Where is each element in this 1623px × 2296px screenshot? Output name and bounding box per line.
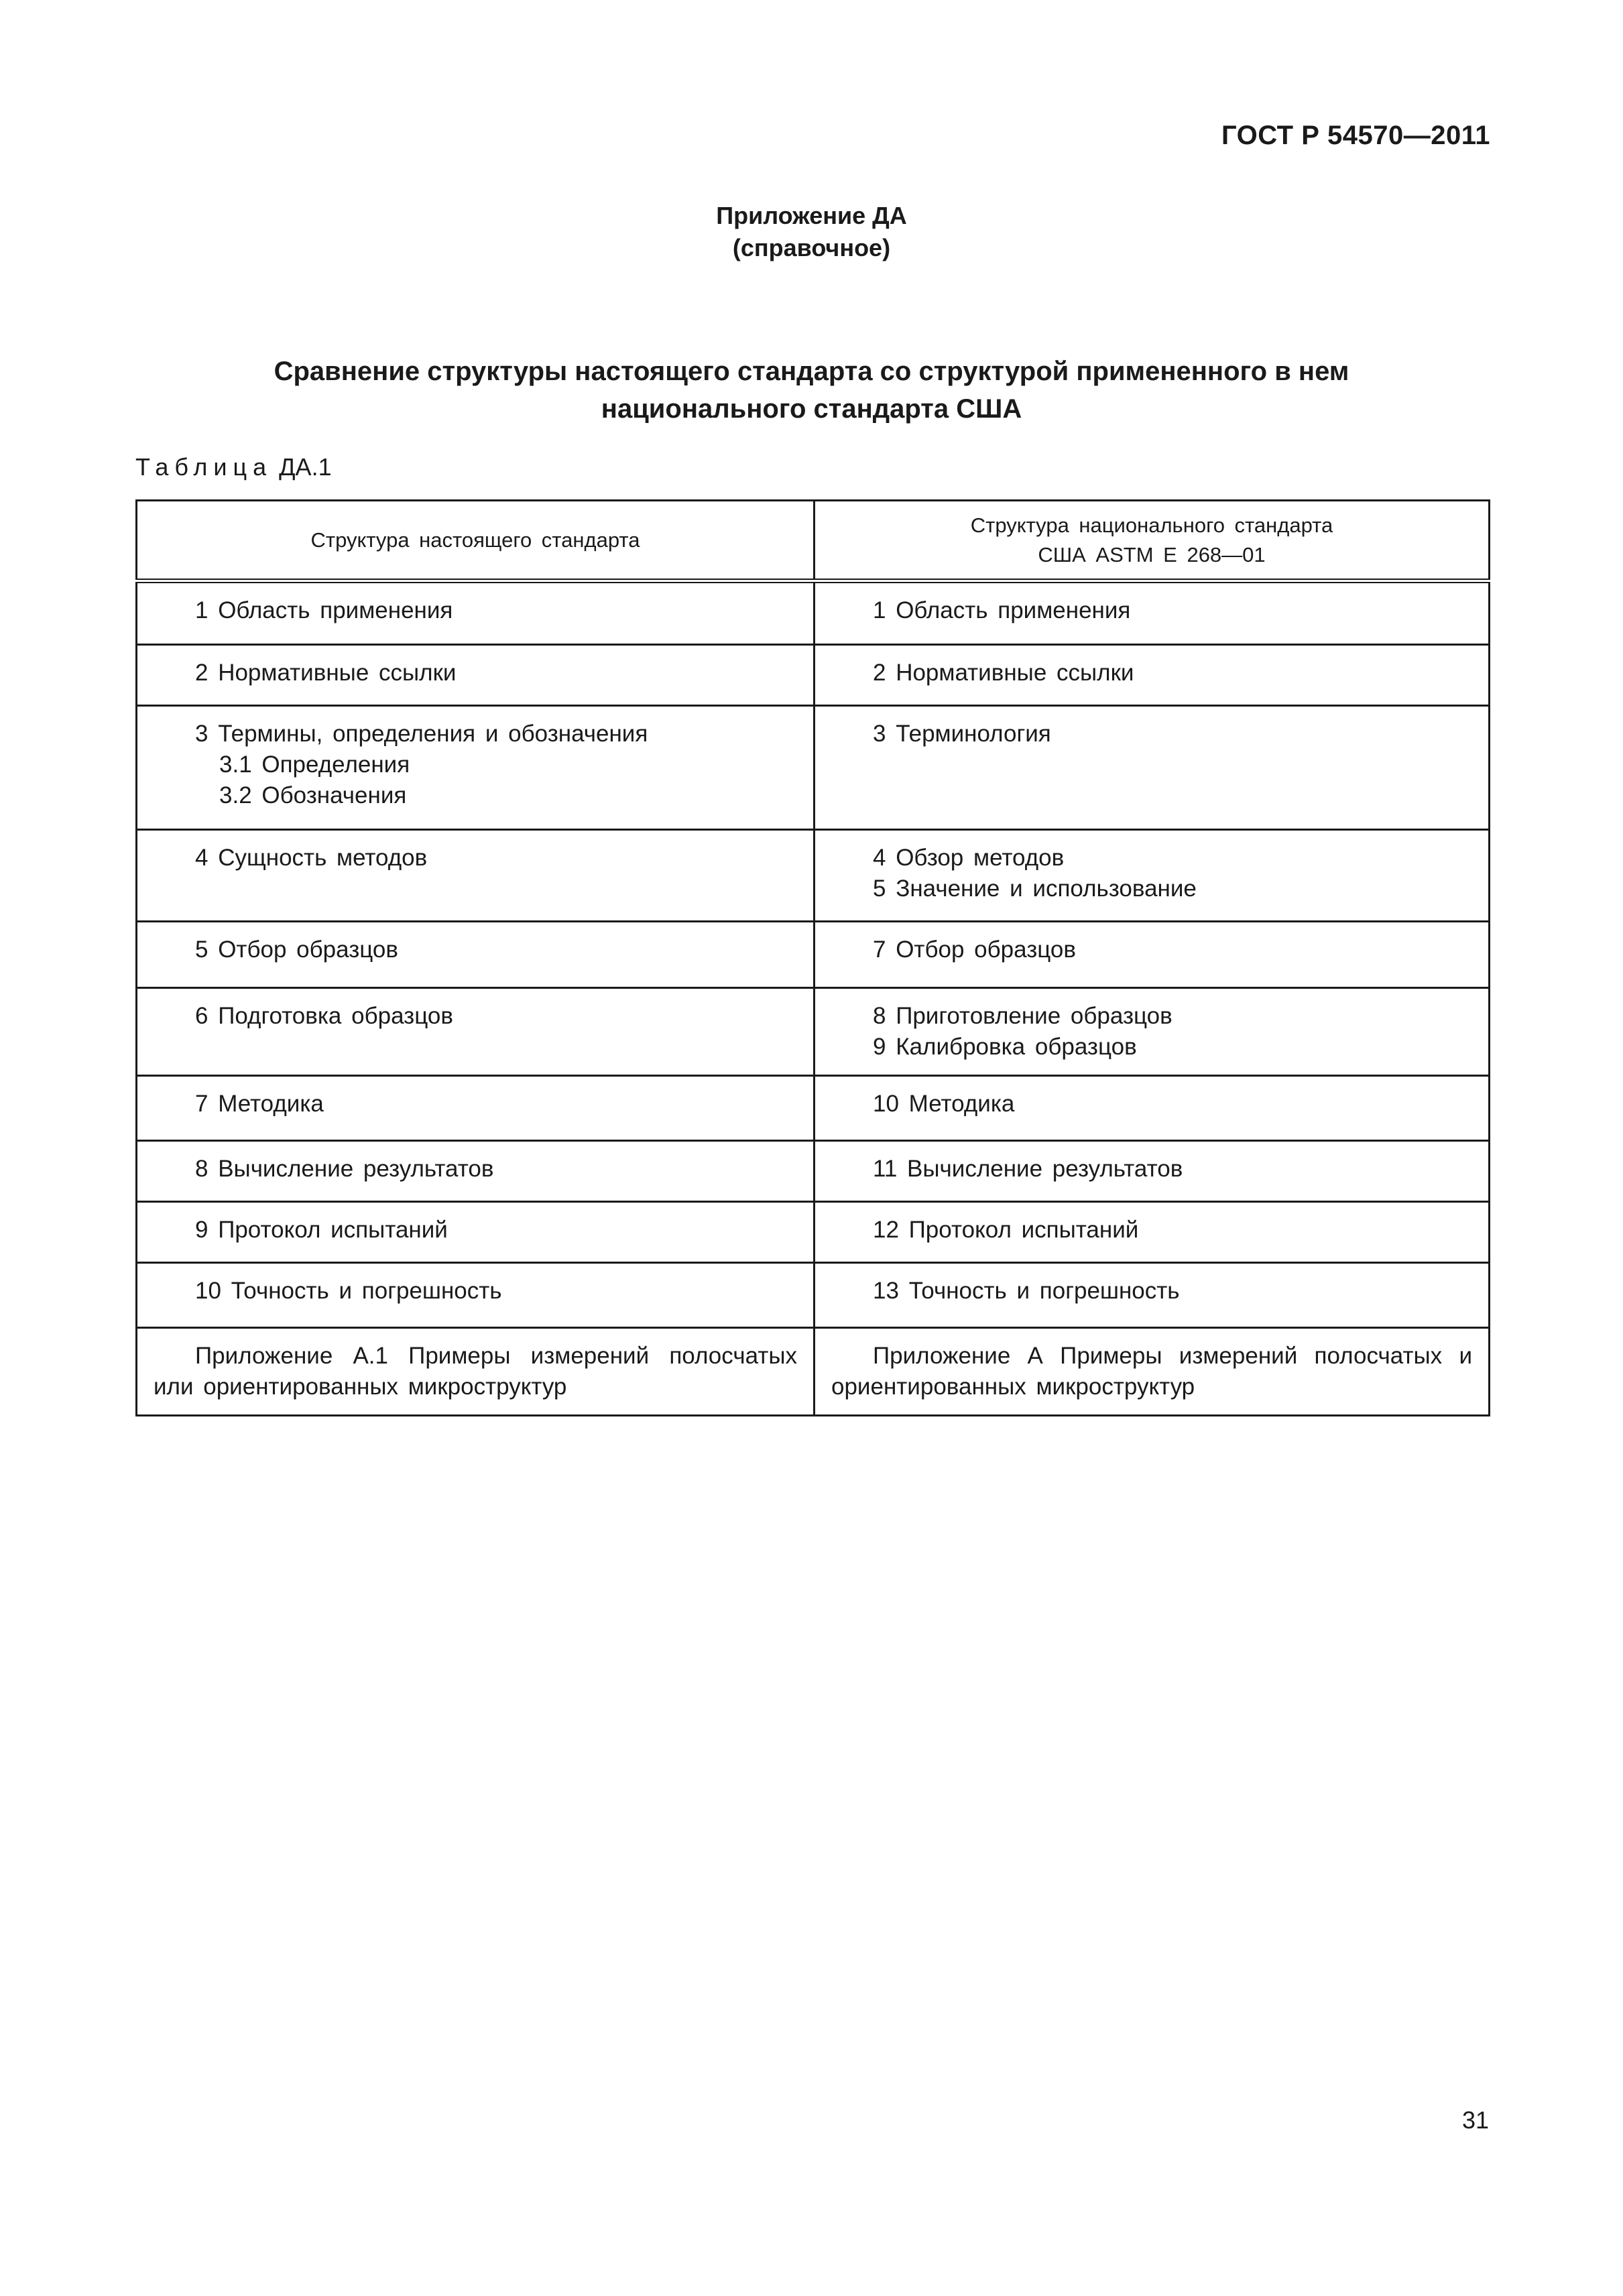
cell-line: 4 Обзор методов <box>873 845 1065 871</box>
column-header-right-line-2: США ASTM E 268—01 <box>1038 542 1266 566</box>
table-cell-left <box>137 706 815 830</box>
table-row <box>137 706 1490 830</box>
table-row <box>137 1202 1490 1263</box>
cell-line: 6 Подготовка образцов <box>195 1003 453 1029</box>
table-header-row <box>137 501 1490 581</box>
document-code: ГОСТ Р 54570—2011 <box>1221 121 1490 150</box>
cell-line: 7 Отбор образцов <box>873 936 1076 963</box>
cell-line: 7 Методика <box>195 1091 324 1117</box>
cell-paragraph: Приложение А.1 Примеры измерений полосчатых или ориентированных микроструктур <box>154 1343 797 1400</box>
page-number: 31 <box>1461 2106 1489 2134</box>
table-cell-left <box>137 830 815 922</box>
cell-line: 5 Отбор образцов <box>195 936 398 963</box>
table-cell-right <box>815 645 1490 706</box>
column-header-current-standard <box>137 501 815 581</box>
table-cell-right <box>815 830 1490 922</box>
table-caption-prefix: Таблица <box>135 453 273 481</box>
table-row <box>137 1263 1490 1328</box>
table-cell-left <box>137 1202 815 1263</box>
cell-line: 1 Область применения <box>873 597 1131 623</box>
section-title-line-2: национального стандарта США <box>601 394 1022 424</box>
table-cell-left <box>137 922 815 988</box>
cell-line: 3 Термины, определения и обозначения <box>195 721 648 747</box>
cell-line: 3 Терминология <box>873 721 1051 747</box>
table-row <box>137 988 1490 1076</box>
table-cell-right <box>815 1202 1490 1263</box>
table-cell-right <box>815 581 1490 645</box>
cell-line: 13 Точность и погрешность <box>873 1278 1180 1304</box>
table-cell-left <box>137 581 815 645</box>
cell-subline: 3.1 Определения <box>219 751 410 778</box>
table-caption <box>135 453 332 481</box>
cell-line: 1 Область применения <box>195 597 453 623</box>
table-cell-right <box>815 706 1490 830</box>
cell-line: 10 Методика <box>873 1091 1015 1117</box>
comparison-table <box>135 499 1490 1416</box>
cell-line: 8 Приготовление образцов <box>873 1003 1173 1029</box>
table-cell-right <box>815 1328 1490 1416</box>
column-header-left-text: Структура настоящего стандарта <box>310 528 640 552</box>
table-cell-right <box>815 1141 1490 1202</box>
table-cell-right <box>815 1076 1490 1141</box>
table-cell-right <box>815 1263 1490 1328</box>
cell-line: 8 Вычисление результатов <box>195 1156 494 1182</box>
table-cell-left <box>137 1076 815 1141</box>
section-title-line-1: Сравнение структуры настоящего стандарта со структурой примененного в нем <box>274 357 1349 386</box>
table-cell-left <box>137 1141 815 1202</box>
cell-line: 2 Нормативные ссылки <box>873 660 1134 686</box>
cell-line: 9 Протокол испытаний <box>195 1217 448 1243</box>
table-cell-right <box>815 988 1490 1076</box>
cell-line: 9 Калибровка образцов <box>873 1034 1137 1060</box>
cell-line: 11 Вычисление результатов <box>873 1156 1183 1182</box>
section-title <box>0 353 1623 428</box>
cell-line: 5 Значение и использование <box>873 875 1197 902</box>
column-header-us-standard <box>815 501 1490 581</box>
table-row <box>137 581 1490 645</box>
table-cell-left <box>137 645 815 706</box>
cell-line: 2 Нормативные ссылки <box>195 660 457 686</box>
table-row <box>137 830 1490 922</box>
appendix-title: Приложение ДА <box>716 202 907 229</box>
cell-paragraph: Приложение А Примеры измерений полосчатых и ориентированных микроструктур <box>831 1343 1472 1400</box>
table-cell-right <box>815 922 1490 988</box>
appendix-subtitle: (справочное) <box>732 234 891 261</box>
cell-line: 12 Протокол испытаний <box>873 1217 1139 1243</box>
table-row <box>137 922 1490 988</box>
cell-line: 10 Точность и погрешность <box>195 1278 502 1304</box>
table-row <box>137 645 1490 706</box>
appendix-heading <box>0 200 1623 264</box>
table-row <box>137 1141 1490 1202</box>
cell-subline: 3.2 Обозначения <box>219 782 407 808</box>
column-header-right-line-1: Структура национального стандарта <box>970 513 1333 537</box>
table-cell-left <box>137 988 815 1076</box>
cell-line: 4 Сущность методов <box>195 845 428 871</box>
table-row <box>137 1328 1490 1416</box>
table-cell-left <box>137 1328 815 1416</box>
table-row <box>137 1076 1490 1141</box>
table-cell-left <box>137 1263 815 1328</box>
table-caption-number: ДА.1 <box>279 453 332 481</box>
